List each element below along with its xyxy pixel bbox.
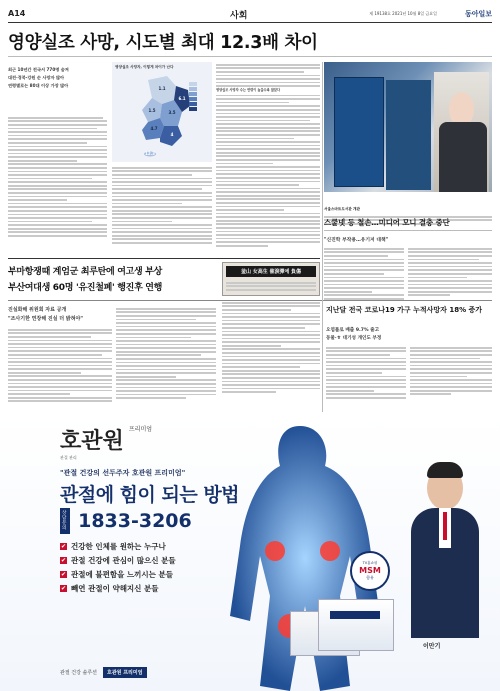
ad-person-name: 이만기 [423, 643, 441, 650]
ad-bullet: ✔ 관절에 불편함을 느끼시는 분들 [60, 570, 174, 579]
divider [8, 56, 492, 57]
lead-body-col2 [112, 165, 212, 253]
checkbox-icon: ✔ [60, 571, 67, 578]
ad-brand-logo: 호관원 [60, 428, 124, 454]
ad-spokesperson [405, 456, 485, 656]
legend-swatch [189, 92, 197, 96]
lead-subhead-2: 대전·경북·강원 순 사망자 많아 [8, 75, 65, 80]
ad-bullet-list [60, 541, 240, 594]
issue-info: 제 19138호 2021년 10월 8일 금요일 [369, 11, 437, 16]
ad-brand-sub: 관절 관리 [60, 455, 77, 460]
legend-swatch [189, 82, 197, 86]
lead-body-col3 [216, 62, 320, 252]
story2-subhead-1: 진실화해 위원회 자료 공개 [8, 307, 67, 313]
legend-swatch [189, 107, 197, 111]
column-rule [322, 62, 323, 412]
section-title: 사회 [230, 11, 248, 21]
map-value-label: 3.5 [168, 110, 176, 115]
map-value-label: 1.5 [148, 108, 156, 113]
advertisement [0, 416, 500, 691]
story2-body-col1 [8, 327, 112, 412]
map-value-label: 6.1 [178, 96, 186, 101]
map-legend [189, 82, 209, 112]
story2-body-col3 [222, 300, 320, 412]
side-story-body-col1 [324, 246, 404, 306]
side-story-body-col2 [408, 246, 492, 306]
map-value-label: 4.7 [150, 126, 158, 131]
ad-headline-small: "관절 건강의 선두주자 호관원 프리미엄" [60, 469, 186, 477]
section-rule [8, 258, 320, 259]
map-value-label: 4 [170, 132, 174, 137]
ad-phone-box[interactable] [60, 508, 192, 532]
story2-subhead-2: "조사기한 연장해 진실 더 밝혀야" [8, 316, 83, 322]
checkbox-icon: ✔ [60, 557, 67, 564]
story3-subhead-2: 동물·ㅎ 대기성 개인도 부정 [326, 336, 382, 341]
ad-brand-block [60, 424, 260, 458]
legend-swatch [189, 87, 197, 91]
map-value-label: 1.1 [158, 86, 166, 91]
clipping-title: 釜山 女高生 催淚彈에 負傷 [240, 269, 302, 275]
story3-headline: 지난달 전국 코로나19 가구 누적사망자 18% 증가 [326, 306, 483, 314]
divider [324, 230, 492, 231]
story2-headline: 부마항쟁때 계엄군 최루탄에 여고생 부상 [8, 267, 163, 277]
ad-product-boxes [290, 591, 400, 661]
photo-caption: 서울스마트도서관 개관 [324, 195, 492, 230]
paper-name: 동아일보 [464, 10, 492, 18]
ad-footer: 관절 건강 솔루션 호관원 프리미엄 [60, 664, 440, 680]
story2-headline-2: 부산여대생 60명 '유진철폐' 행진후 연행 [8, 283, 163, 293]
lead-subhead-3: 연령별로는 80대 이상 가장 많아 [8, 83, 69, 88]
story2-body-col2 [116, 306, 216, 412]
story3-body-col2 [410, 345, 492, 411]
checkbox-icon: ✔ [60, 585, 67, 592]
legend-swatch [189, 97, 197, 101]
page-header [8, 7, 492, 23]
map-chart [112, 62, 212, 162]
news-clipping [222, 262, 320, 296]
checkbox-icon: ✔ [60, 543, 67, 550]
ad-bullet: ✔ 빼연 관절이 약해지신 분들 [60, 584, 159, 593]
library-photo [324, 62, 492, 192]
ad-phone-label: 상담문의 [60, 508, 70, 534]
story3-body-col1 [326, 345, 406, 411]
lead-accent-text: 영양실조 사망자 수는 연령이 높을수록 많았다 [216, 88, 281, 93]
lead-headline: 영양실조 사망, 시도별 최대 12.3배 차이 [8, 33, 318, 53]
ad-bullet: ✔ 건강한 인체를 원하는 누구나 [60, 542, 166, 551]
chart-caption: 영양실조 사망자, 이렇게 차이가 난다 [115, 65, 174, 69]
map-value-label: 12.3 [145, 151, 155, 156]
side-story-headline: 스쿨넷 등 철손…미디어 모니 결충 중단 [324, 218, 450, 227]
ad-headline: 관절에 힘이 되는 방법 [60, 484, 240, 506]
lead-body-col1 [8, 115, 107, 253]
page-number: A14 [8, 9, 26, 18]
ad-phone-number: 1833-3206 [78, 510, 192, 532]
lead-subheads [8, 66, 108, 90]
lead-subhead-1: 최근 10년간 전국서 770명 숨져 [8, 67, 69, 72]
side-story-subhead: "신진학 부작용…유기저 대책" [324, 238, 389, 243]
legend-swatch [189, 102, 197, 106]
ad-bullet: ✔ 관절 건강에 관심이 많으신 분들 [60, 556, 176, 565]
ad-msm-badge: TV홈쇼핑 MSM 함유 [350, 551, 390, 591]
korea-map [112, 62, 212, 162]
ad-brand-suffix: 프리미엄 [128, 426, 153, 433]
story3-subhead-1: 오염률로 배출 9.7% 줄고 [326, 328, 380, 333]
